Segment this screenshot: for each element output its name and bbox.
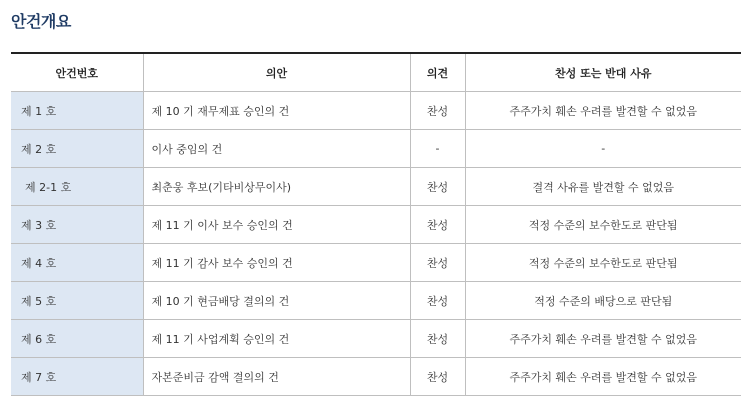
agenda-title: 제 11 기 감사 보수 승인의 건 [143, 244, 410, 282]
agenda-title: 자본준비금 감액 결의의 건 [143, 358, 410, 396]
agenda-title: 제 10 기 재무제표 승인의 건 [143, 92, 410, 130]
reason: - [465, 130, 741, 168]
opinion: 찬성 [410, 320, 465, 358]
table-row [11, 320, 741, 358]
reason: 주주가치 훼손 우려를 발견할 수 없었음 [465, 358, 741, 396]
header-agenda: 의안 [143, 53, 410, 92]
agenda-title: 제 10 기 현금배당 결의의 건 [143, 282, 410, 320]
agenda-number: 제 1 호 [11, 92, 143, 130]
table-row [11, 168, 741, 206]
table-row [11, 282, 741, 320]
agenda-title: 최춘웅 후보(기타비상무이사) [143, 168, 410, 206]
header-reason: 찬성 또는 반대 사유 [465, 53, 741, 92]
agenda-title: 이사 중임의 건 [143, 130, 410, 168]
reason: 주주가치 훼손 우려를 발견할 수 없었음 [465, 92, 741, 130]
reason: 적정 수준의 배당으로 판단됨 [465, 282, 741, 320]
opinion: 찬성 [410, 282, 465, 320]
opinion: 찬성 [410, 206, 465, 244]
opinion: 찬성 [410, 244, 465, 282]
agenda-title: 제 11 기 이사 보수 승인의 건 [143, 206, 410, 244]
table-row [11, 92, 741, 130]
table-row [11, 206, 741, 244]
reason: 결격 사유를 발견할 수 없었음 [465, 168, 741, 206]
header-opinion: 의견 [410, 53, 465, 92]
opinion: 찬성 [410, 168, 465, 206]
agenda-number: 제 4 호 [11, 244, 143, 282]
agenda-number: 제 3 호 [11, 206, 143, 244]
table-header-row [11, 53, 741, 92]
agenda-title: 제 11 기 사업계획 승인의 건 [143, 320, 410, 358]
agenda-number: 제 7 호 [11, 358, 143, 396]
opinion: 찬성 [410, 92, 465, 130]
agenda-number: 제 5 호 [11, 282, 143, 320]
opinion: 찬성 [410, 358, 465, 396]
agenda-number: 제 6 호 [11, 320, 143, 358]
table-row [11, 358, 741, 396]
agenda-number: 제 2-1 호 [11, 168, 143, 206]
agenda-table [11, 52, 741, 396]
section-title: 안건개요 [11, 12, 71, 31]
table-row [11, 244, 741, 282]
table-row [11, 130, 741, 168]
header-agenda-number: 안건번호 [11, 53, 143, 92]
agenda-number: 제 2 호 [11, 130, 143, 168]
reason: 주주가치 훼손 우려를 발견할 수 없었음 [465, 320, 741, 358]
reason: 적정 수준의 보수한도로 판단됨 [465, 244, 741, 282]
opinion: - [410, 130, 465, 168]
reason: 적정 수준의 보수한도로 판단됨 [465, 206, 741, 244]
